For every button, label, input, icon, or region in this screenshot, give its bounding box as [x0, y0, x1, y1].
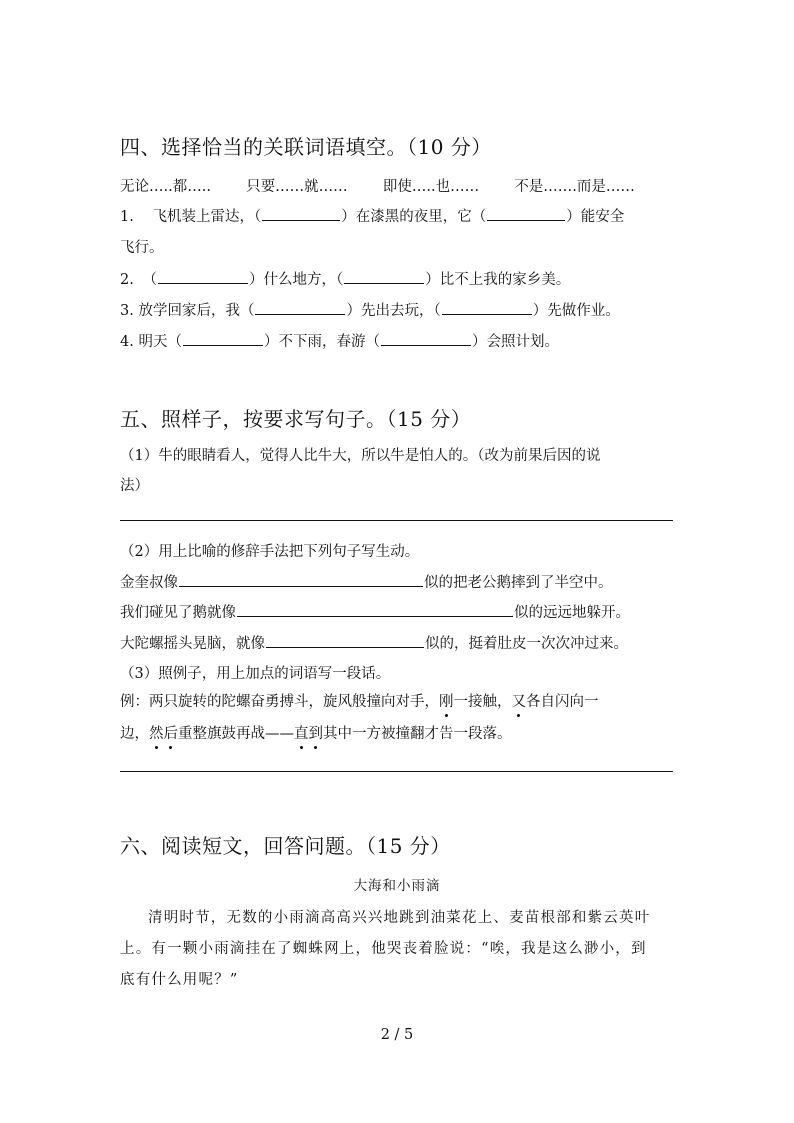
dotted-word: 刚 [439, 690, 454, 711]
part3-instruction: （3）照例子，用上加点的词语写一段话。 [120, 666, 391, 682]
question-text: ）不下雨，春游（ [263, 334, 380, 350]
example-text: 例：两只旋转的陀螺奋勇搏斗，旋风般撞向对手， [120, 694, 439, 710]
story-paragraph-line-2: 上。有一颗小雨滴挂在了蜘蛛网上，他哭丧着脸说：“唉，我是这么渺小，到 [120, 941, 647, 957]
answer-blank[interactable] [344, 269, 424, 284]
question-text: （ [142, 272, 157, 288]
example-text: 边， [120, 726, 149, 742]
simile-sentence-3 [120, 632, 628, 653]
question-1 [120, 205, 624, 226]
answer-blank[interactable] [237, 602, 513, 617]
example-line-1 [120, 690, 599, 711]
question-text: ）在漆黑的夜里，它（ [341, 209, 487, 225]
answer-blank[interactable] [183, 331, 263, 346]
example-text: 其中一方被撞翻才告一段落。 [323, 726, 512, 742]
dotted-word: 后 [164, 722, 179, 743]
option-4: 不是…….而是…… [514, 179, 635, 195]
sentence-text: 似的远远地躲开。 [514, 605, 630, 621]
question-text: ）会照计划。 [471, 334, 559, 350]
dotted-word: 又 [512, 690, 527, 711]
answer-blank[interactable] [266, 633, 424, 648]
answer-blank[interactable] [179, 572, 423, 587]
question-text: 飞机装上雷达，（ [152, 209, 262, 225]
part2-instruction: （2）用上比喻的修辞手法把下列句子写生动。 [120, 544, 420, 560]
answer-blank[interactable] [381, 331, 471, 346]
answer-line[interactable] [120, 771, 673, 772]
question-2 [120, 268, 570, 289]
answer-blank[interactable] [487, 206, 565, 221]
part1-instruction-continued: 法） [120, 478, 149, 494]
part1-instruction: （1）牛的眼睛看人，觉得人比牛大，所以牛是怕人的。（改为前果后因的说 [120, 448, 601, 464]
sentence-text: 金奎叔像 [120, 575, 178, 591]
example-text: 各自闪向一 [526, 694, 599, 710]
question-number: 2. [120, 272, 134, 288]
answer-blank[interactable] [262, 206, 340, 221]
connective-options [120, 175, 635, 196]
sentence-text: 似的，挺着肚皮一次次冲过来。 [425, 636, 628, 652]
dotted-word: 然 [149, 722, 164, 743]
question-text: 放学回家后，我（ [138, 303, 255, 319]
question-text: ）能安全 [566, 209, 625, 225]
sentence-text: 我们碰见了鹅就像 [120, 605, 236, 621]
question-text: ）什么地方，（ [248, 272, 344, 288]
question-text: 明天（ [138, 334, 182, 350]
story-paragraph-line-1: 清明时节，无数的小雨滴高高兴兴地跳到油菜花上、麦苗根部和紫云英叶 [148, 910, 651, 926]
question-3 [120, 299, 620, 320]
question-number: 3. [120, 303, 134, 319]
question-1-continued: 飞行。 [120, 240, 164, 256]
question-number: 4. [120, 334, 134, 350]
answer-line[interactable] [120, 520, 673, 521]
question-text: ）先出去玩，（ [346, 303, 441, 319]
dotted-word: 直 [294, 722, 309, 743]
section6-heading: 六、阅读短文，回答问题。（15 分） [120, 834, 451, 858]
sentence-text: 似的把老公鹅摔到了半空中。 [424, 575, 613, 591]
example-text: 重整旗鼓再战—— [178, 726, 294, 742]
page-number: 2 / 5 [380, 1027, 414, 1043]
simile-sentence-2 [120, 601, 630, 622]
question-number: 1. [120, 209, 134, 225]
example-text: 一接触， [453, 694, 512, 710]
option-2: 只要……就…… [246, 179, 348, 195]
answer-blank[interactable] [442, 300, 532, 315]
question-text: ）先做作业。 [532, 303, 620, 319]
section5-heading: 五、照样子，按要求写句子。（15 分） [120, 407, 472, 431]
story-paragraph-line-3: 底有什么用呢？” [120, 972, 239, 988]
answer-blank[interactable] [255, 300, 345, 315]
dotted-word: 到 [309, 722, 324, 743]
sentence-text: 大陀螺摇头晃脑，就像 [120, 636, 265, 652]
option-1: 无论…..都….. [120, 179, 211, 195]
question-4 [120, 330, 559, 351]
question-text: ）比不上我的家乡美。 [425, 272, 571, 288]
option-3: 即使…..也…… [382, 179, 480, 195]
simile-sentence-1 [120, 571, 613, 592]
section4-heading: 四、选择恰当的关联词语填空。（10 分） [120, 135, 492, 159]
example-line-2 [120, 722, 512, 743]
story-title: 大海和小雨滴 [353, 878, 441, 894]
answer-blank[interactable] [158, 269, 248, 284]
